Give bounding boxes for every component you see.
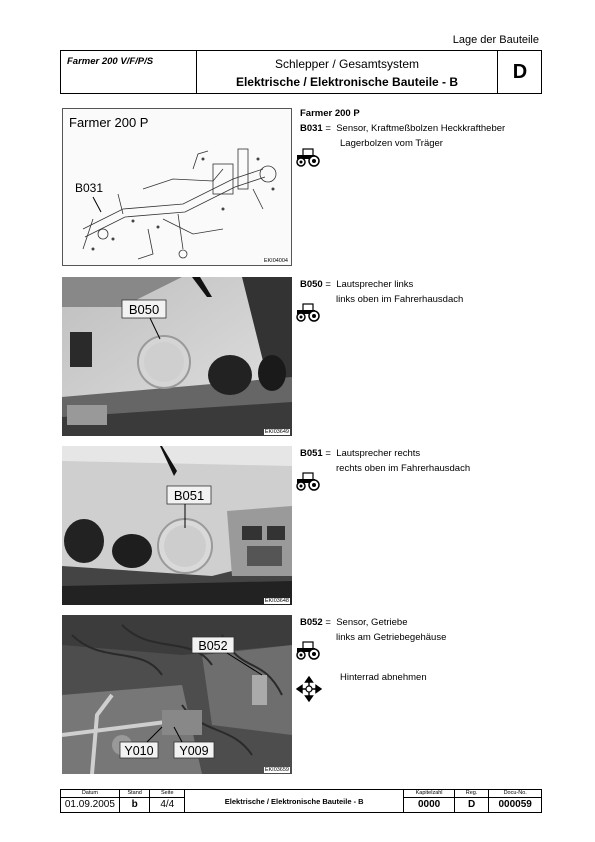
diagram-caption: Farmer 200 P [69,115,149,130]
entry-desc: Lautsprecher rechts [336,448,421,459]
entry-code: B050 [300,279,323,290]
system-name: Schlepper / Gesamtsystem [274,57,420,71]
image-code: EKI03649 [264,429,289,435]
tractor-icon [293,640,321,660]
entry-b052: B052 = Sensor, Getriebe links am Getriebegehäuse [300,617,447,643]
entry-code: B051 [300,448,323,459]
entry-desc: Sensor, Kraftmeßbolzen Heckkraftheber [336,123,506,134]
entry-location: links oben im Fahrerhausdach [336,294,464,305]
tractor-icon [293,471,321,491]
footer-date: 01.09.2005 [61,798,120,813]
page-footer: Datum Stand Seite Elektrische / Elektronische Bauteile - B Kapitelzahl Reg. Docu-No. 01.09.2005 b 4/4 0000 D 000059 [60,789,542,812]
footer-chapter: 0000 [404,798,455,813]
label-b051: B051 [173,488,205,503]
entry-location: rechts oben im Fahrerhausdach [336,463,471,474]
entry-heading: Farmer 200 P [300,108,360,119]
entry-code: B031 [300,123,323,134]
entry-code: B052 [300,617,323,628]
label-b050: B050 [128,302,160,317]
photo-b050-speaker-left [62,277,292,436]
entry-b050: B050 = Lautsprecher links links oben im Fahrerhausdach [300,279,464,305]
page-header [60,50,542,94]
tractor-icon [293,147,321,167]
footer-page: 4/4 [150,798,185,813]
chapter-letter: D [512,61,528,83]
label-y009: Y009 [179,744,209,758]
entry-b031: Farmer 200 P B031 = Sensor, Kraftmeßbolzen Heckkraftheber Lagerbolzen vom Träger [300,108,506,149]
entry-desc: Sensor, Getriebe [336,617,408,628]
image-code: EKI03648 [264,598,289,604]
entry-location: links am Getriebegehäuse [336,632,447,643]
entry-location: Lagerbolzen vom Träger [340,138,443,149]
label-b052: B052 [198,639,228,653]
page-title: Elektrische / Elektronische Bauteile - B [235,75,459,89]
photo-b051-speaker-right [62,446,292,605]
four-way-arrow-icon [296,676,322,702]
image-code: EKI03659 [264,767,289,773]
footer-docno: 000059 [489,798,542,813]
entry-desc: Lautsprecher links [336,279,414,290]
footer-stand: b [119,798,150,813]
photo-b052-gearbox [62,615,292,774]
footer-reg: D [454,798,489,813]
top-right-section-title: Lage der Bauteile [452,34,539,46]
label-b031: B031 [75,181,104,195]
tractor-icon [293,302,321,322]
photo-b031-diagram [62,108,292,266]
image-code: EKI04004 [263,258,288,264]
entry-b051: B051 = Lautsprecher rechts rechts oben im Fahrerhausdach [300,448,471,474]
footer-title: Elektrische / Elektronische Bauteile - B [185,790,404,813]
entry-note: Hinterrad abnehmen [340,672,427,683]
model-name: Farmer 200 V/F/P/S [67,56,154,67]
label-y010: Y010 [124,744,154,758]
